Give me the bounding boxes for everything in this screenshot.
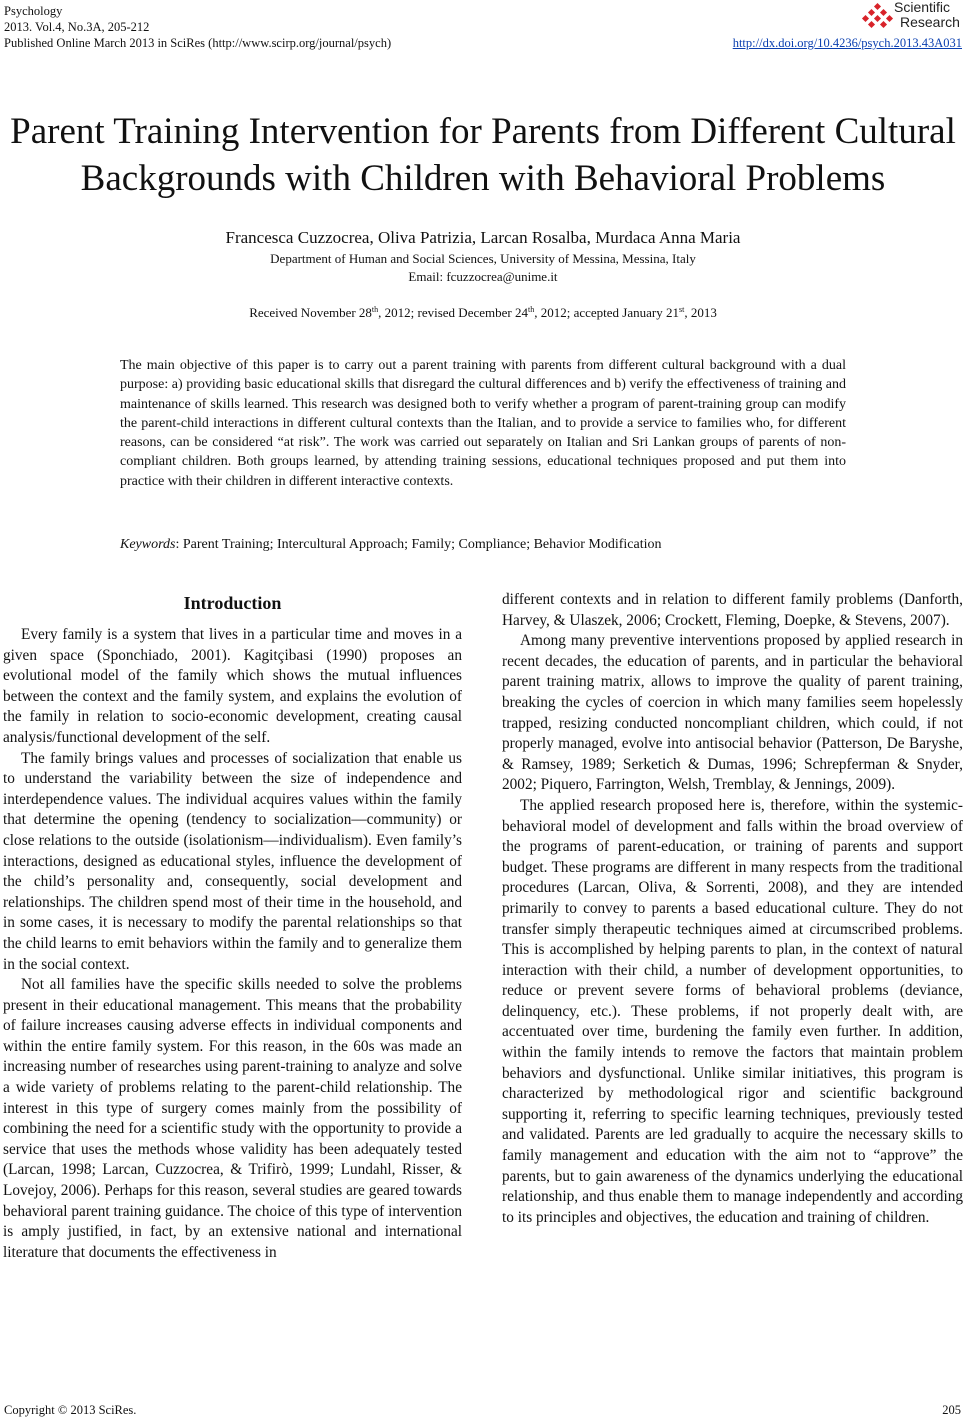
paragraph: The applied research proposed here is, therefore, within the systemic-behavioral model of development and falls within the broad overview of the programs of parent-education, or training of parents and support budget. These programs are different in many respects from the traditional procedures (Larcan, Oliva, & Sorrenti, 2008), and they are intended primarily to convey to parents a based educational culture. They do not transfer simply therapeutic techniques aimed at circumscribed problems. This is accomplished by helping parents to plan, in the context of natural interaction with their child, a number of development opportunities, to reduce or prevent severe forms of behavioral problems (deviance, delinquency, etc.). These problems, if not properly dealt with, are accentuated over time, burdening the family even further. In addition, within the family intends to remove the factors that maintain problem behaviors and dysfunctional. Unlike similar initiatives, this program is characterized by methodological rigor and scientific background supporting it, referring to specific learning techniques, previously tested and validated. Parents are led gradually to acquire the necessary skills to family management and education with the aim not to “approve” the parents, but to gain awareness of the dynamics underlying the educational relationship, and thus enable them to manage independently and according to its principles and objectives, the education and training of children. [502, 796, 963, 1226]
left-column [3, 625, 462, 1263]
received-dates: Received November 28th, 2012; revised December 24th, 2012; accepted January 21st, 2013 [249, 305, 717, 320]
right-column [502, 590, 963, 1228]
logo-diamond-icon [860, 2, 894, 32]
publication-info: Published Online March 2013 in SciRes (http://www.scirp.org/journal/psych) [4, 36, 392, 50]
paragraph-continuation: different contexts and in relation to different family problems (Danforth, Harvey, & Ulaszek, 2006; Crockett, Fleming, Doepke, & Stevens, 2007). [502, 591, 963, 629]
copyright: Copyright © 2013 SciRes. [4, 1403, 137, 1417]
keywords [120, 535, 846, 554]
keywords-label: Keywords [120, 537, 176, 552]
abstract: The main objective of this paper is to carry out a parent training with parents from different cultural background with a dual purpose: a) providing basic educational skills that disregard the cultural differences and b) verify the effectiveness of training and maintenance of skills learned. This research was designed both to verify whether a program of parent-training group can modify the parent-child interactions in different cultural contexts than the Italian, and to provide a service to families who, for different reasons, can be considered “at risk”. The work was carried out separately on Italian and Sri Lankan groups of parents of non-compliant children. Both groups learned, by attending training sessions, educational techniques proposed and put them into practice with their children in different interactive contexts. [120, 358, 846, 489]
paragraph: Among many preventive interventions proposed by applied research in recent decades, the education of parents, and in particular the behavioral parent training matrix, allows to improve the quality of parent training, breaking the cycles of coercion in which many families seem hopelessly trapped, resizing conducted noncompliant children, which could, if not properly managed, evolve into antisocial behavior (Patterson, De Baryshe, & Ramsey, 1989; Serketich & Dumas, 1996; Schrepferman & Snyder, 2002; Piquero, Farrington, Welsh, Tremblay, & Jennings, 2009). [502, 632, 963, 794]
paragraph: The family brings values and processes of socialization that enable us to understand the variability between the size of independence and interdependence values. The individual acquires values within the family that determine the opening (tendency to socialization—community) or close relations to the outside (isolationism—individualism). Even family’s interactions, designed as educational styles, influence the development of the child’s personality and, consequently, social development and relationships. The children spend most of their time in the household, and in some cases, it is necessary to modify the parental relationships so that the child learns to emit behaviors within the family and to generalize them in the social context. [3, 749, 462, 973]
scientific-research-logo [860, 0, 960, 36]
journal-name: Psychology [4, 4, 63, 18]
author-list: Francesca Cuzzocrea, Oliva Patrizia, Larcan Rosalba, Murdaca Anna Maria [225, 228, 741, 247]
keywords-list: : Parent Training; Intercultural Approach; Family; Compliance; Behavior Modification [175, 537, 662, 552]
paper-title: Parent Training Intervention for Parents from Different Cultural Backgrounds with Children with Behavioral Problems [10, 111, 956, 199]
paragraph: Every family is a system that lives in a particular time and moves in a given space (Sponchiado, 2001). Kagitçibasi (1990) proposes an evolutional model of the family which shows the mutual influences between the context and the family system, and explains the evolution of the family in relation to socio-economic development, creating causal analysis/functional development of the self. [3, 626, 462, 746]
author-email: Email: fcuzzocrea@unime.it [408, 269, 558, 284]
page-number: 205 [942, 1403, 961, 1417]
section-heading-introduction: Introduction [183, 593, 282, 613]
doi-link[interactable]: http://dx.doi.org/10.4236/psych.2013.43A031 [732, 36, 962, 50]
affiliation: Department of Human and Social Sciences, University of Messina, Messina, Italy [270, 251, 696, 266]
journal-volume: 2013. Vol.4, No.3A, 205-212 [4, 20, 150, 34]
journal-header [4, 3, 391, 51]
logo-wordmark: Scientific Research [894, 0, 960, 30]
paragraph: Not all families have the specific skills needed to solve the problems present in their educational management. This means that the probability of failure increases causing adverse effects in individual components and within the entire family system. For this reason, in the 60s was made an increasing number of researches using parent-training to analyze and solve a wide variety of problems relating to the parent-child relationship. The interest in this type of surgery comes mainly from the possibility of combining the need for a scientific study with the opportunity to provide a service that uses the methods whose validity has been adequately tested (Larcan, 1998; Larcan, Cuzzocrea, & Trifirò, 1999; Lundahl, Risser, & Lovejoy, 2006). Perhaps for this reason, several studies are geared towards behavioral parent training guidance. The choice of this type of intervention is amply justified, in fact, by an extensive national and international literature that documents the effectiveness in [3, 976, 462, 1261]
